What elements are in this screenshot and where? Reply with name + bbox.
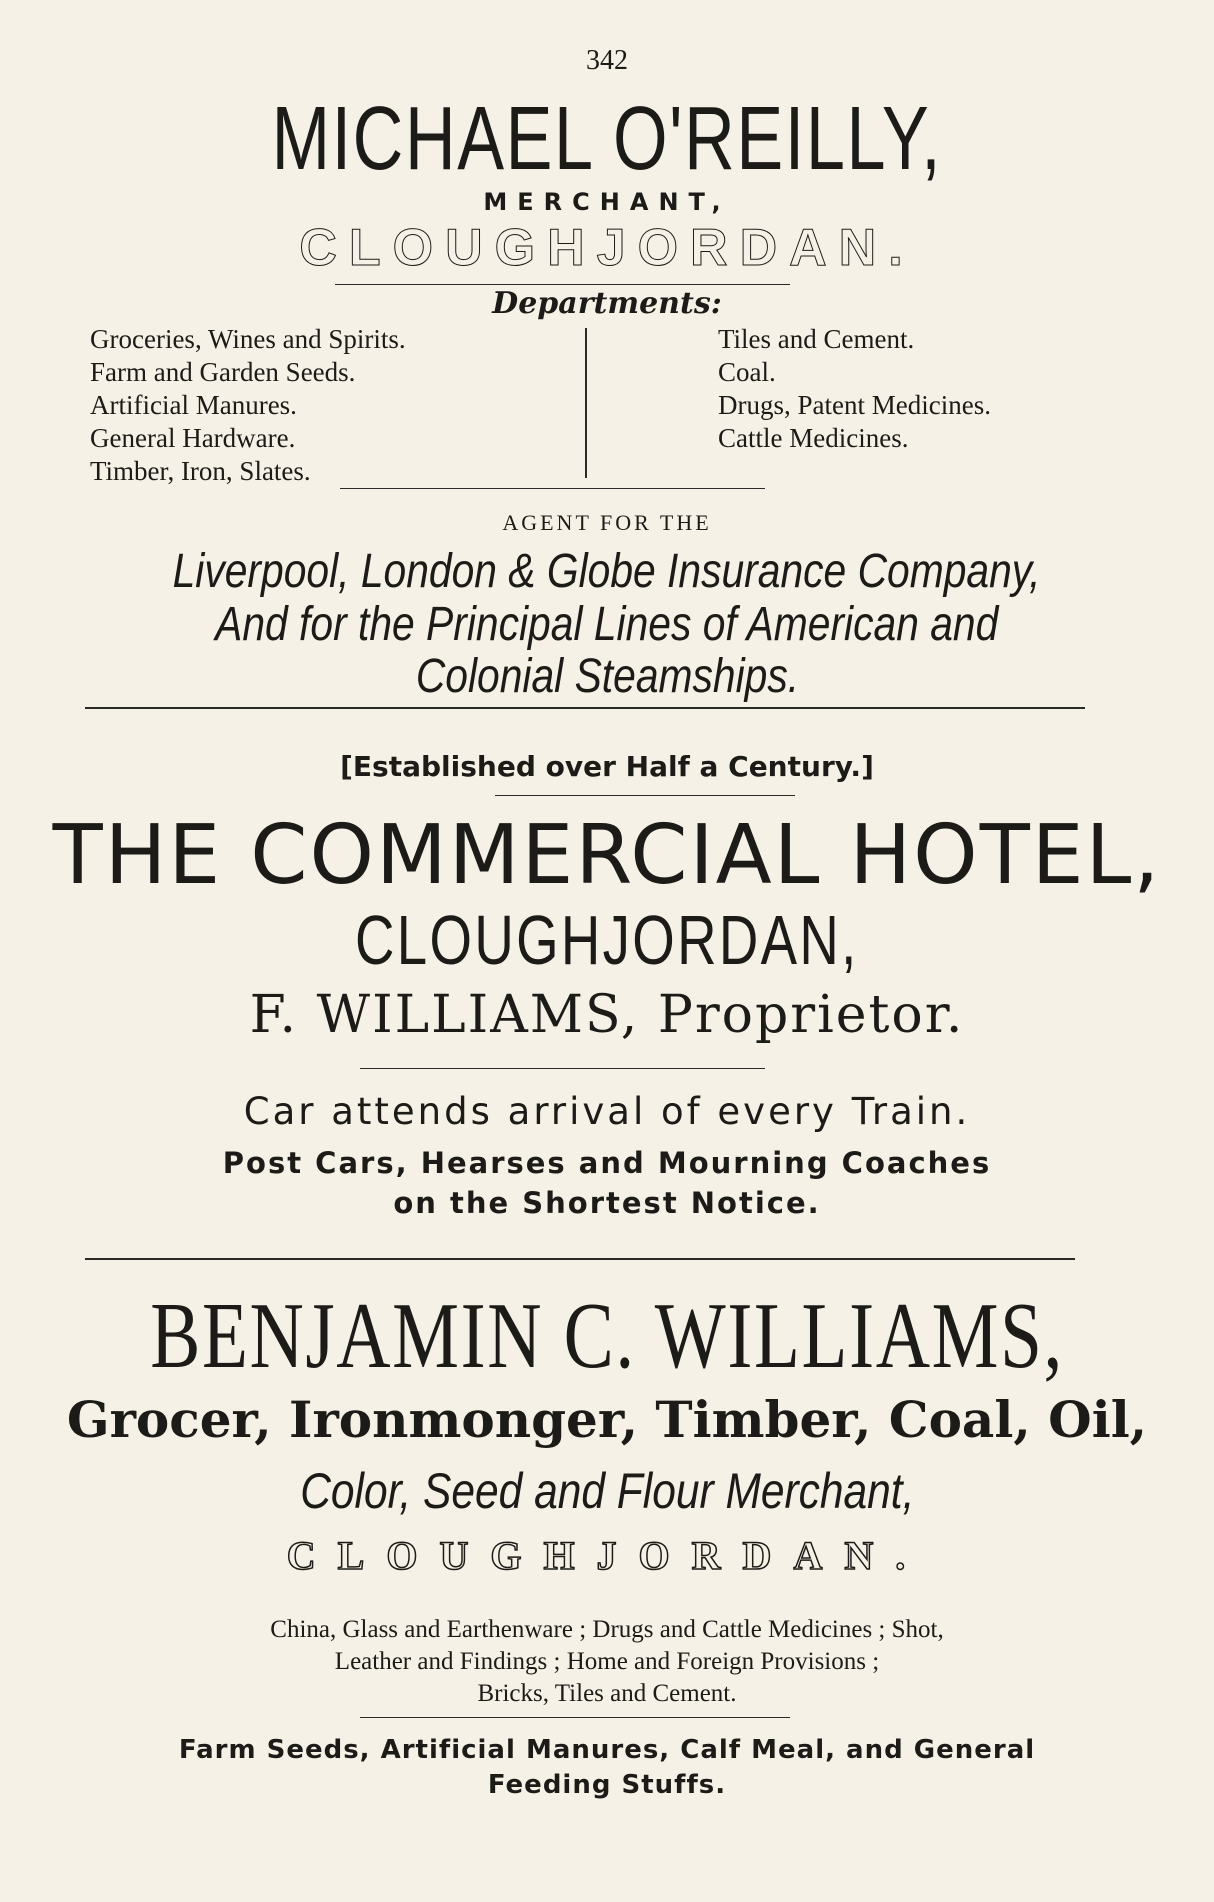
williams-trades: Grocer, Ironmonger, Timber, Coal, Oil,: [66, 1390, 1148, 1449]
williams-goods-line: Bricks, Tiles and Cement.: [477, 1680, 737, 1707]
hotel-proprietor: F. WILLIAMS, Proprietor.: [249, 985, 965, 1045]
oreilly-town: CLOUGHJORDAN.: [299, 219, 915, 277]
section-divider: [85, 1258, 1075, 1260]
hotel-post-line: on the Shortest Notice.: [393, 1186, 821, 1220]
hotel-name: THE COMMERCIAL HOTEL,: [52, 808, 1162, 903]
williams-name: BENJAMIN C. WILLIAMS,: [150, 1284, 1064, 1388]
agent-for: AGENT FOR THE: [502, 510, 712, 535]
page-number: 342: [586, 45, 628, 76]
williams-goods-line: Leather and Findings ; Home and Foreign Provisions ;: [334, 1648, 880, 1675]
rule-under-town: [335, 284, 790, 285]
williams-merchant: Color, Seed and Flour Merchant,: [299, 1463, 915, 1519]
department-item: Farm and Garden Seeds.: [90, 357, 356, 387]
agency-line: And for the Principal Lines of American and: [215, 598, 999, 651]
hotel-town: CLOUGHJORDAN,: [355, 901, 859, 979]
department-item: Cattle Medicines.: [718, 423, 909, 453]
departments-divider: [585, 328, 587, 478]
agency-line: Colonial Steamships.: [415, 650, 799, 703]
hotel-post-line: Post Cars, Hearses and Mourning Coaches: [222, 1146, 992, 1180]
williams-farm-line: Farm Seeds, Artificial Manures, Calf Meal, and General: [178, 1735, 1036, 1765]
department-item: Tiles and Cement.: [718, 324, 915, 354]
department-item: Coal.: [718, 357, 776, 387]
departments-left: [90, 323, 406, 488]
department-item: General Hardware.: [90, 423, 296, 453]
section-divider: [85, 707, 1085, 709]
department-item: Timber, Iron, Slates.: [90, 456, 311, 486]
williams-town: CLOUGHJORDAN.: [286, 1533, 928, 1578]
hotel-train-line: Car attends arrival of every Train.: [243, 1090, 971, 1133]
oreilly-title: MERCHANT,: [483, 188, 731, 216]
departments-heading: Departments:: [492, 286, 722, 321]
department-item: Groceries, Wines and Spirits.: [90, 324, 406, 354]
rule-under-established: [495, 795, 795, 796]
department-item: Artificial Manures.: [90, 390, 297, 420]
departments-right: [718, 323, 991, 455]
williams-goods-line: China, Glass and Earthenware ; Drugs and Cattle Medicines ; Shot,: [270, 1616, 944, 1643]
agency-line: Liverpool, London & Globe Insurance Company,: [173, 545, 1041, 598]
hotel-established: [Established over Half a Century.]: [340, 750, 874, 783]
oreilly-name: MICHAEL O'REILLY,: [271, 89, 943, 189]
rule-under-proprietor: [360, 1068, 765, 1069]
williams-farm-line: Feeding Stuffs.: [487, 1770, 727, 1800]
rule-under-departments: [340, 488, 765, 489]
department-item: Drugs, Patent Medicines.: [718, 390, 991, 420]
rule-under-goods: [360, 1717, 790, 1718]
